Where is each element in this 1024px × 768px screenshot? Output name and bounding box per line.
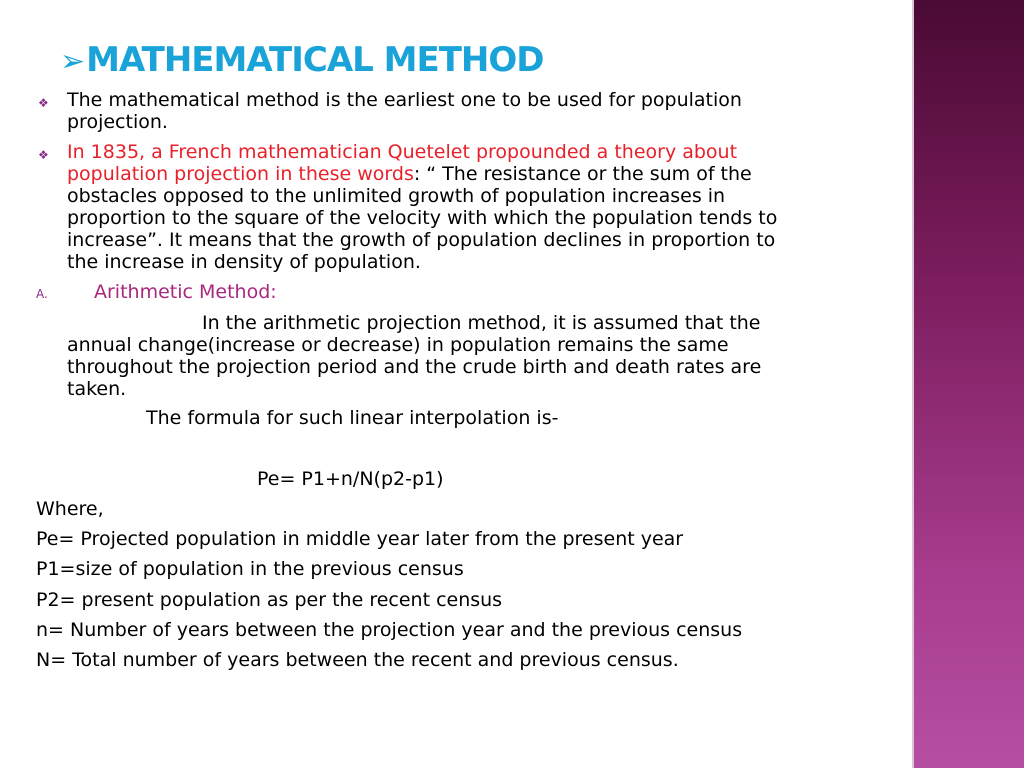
definition-pe: Pe= Projected population in middle year later from the present year — [36, 528, 684, 550]
section-heading: Arithmetic Method: — [94, 281, 277, 303]
section-para-line3: throughout the projection period and the crude birth and death rates are — [67, 356, 762, 378]
definition-p2: P2= present population as per the recent census — [36, 589, 503, 611]
diamond-bullet-icon: ❖ — [38, 148, 49, 162]
bullet2-line3: obstacles opposed to the unlimited growth of population increases in — [67, 185, 726, 207]
where-label: Where, — [36, 498, 104, 520]
definition-n-small: n= Number of years between the projection year and the previous census — [36, 619, 743, 641]
definition-n-total: N= Total number of years between the recent and previous census. — [36, 649, 679, 671]
bullet1-line2: projection. — [67, 111, 168, 133]
bullet1-line1: The mathematical method is the earliest one to be used for population — [67, 89, 742, 111]
bullet2-line4: proportion to the square of the velocity with which the population tends to — [67, 207, 778, 229]
bullet2-line2 — [67, 163, 752, 185]
bullet2-line1: In 1835, a French mathematician Quetelet propounded a theory about — [67, 141, 738, 163]
formula-intro: The formula for such linear interpolation is- — [146, 407, 559, 429]
slide-title — [60, 40, 543, 80]
diamond-bullet-icon: ❖ — [38, 96, 49, 110]
slide-title-text: MATHEMATICAL METHOD — [86, 40, 544, 80]
bullet2-line6: the increase in density of population. — [67, 251, 421, 273]
bullet2-line2-red: population projection in these words — [67, 163, 414, 185]
section-para-line4: taken. — [67, 378, 127, 400]
definition-p1: P1=size of population in the previous census — [36, 558, 464, 580]
arrow-bullet-icon: ➢ — [60, 44, 85, 79]
section-para-line1: In the arithmetic projection method, it is assumed that the — [202, 312, 761, 334]
formula: Pe= P1+n/N(p2-p1) — [257, 468, 444, 490]
section-para-line2: annual change(increase or decrease) in population remains the same — [67, 334, 729, 356]
decorative-sidebar — [912, 0, 1024, 768]
bullet2-line5: increase”. It means that the growth of population declines in proportion to — [67, 229, 776, 251]
bullet2-line2-rest: : “ The resistance or the sum of the — [413, 163, 752, 185]
section-marker: A. — [36, 287, 48, 301]
